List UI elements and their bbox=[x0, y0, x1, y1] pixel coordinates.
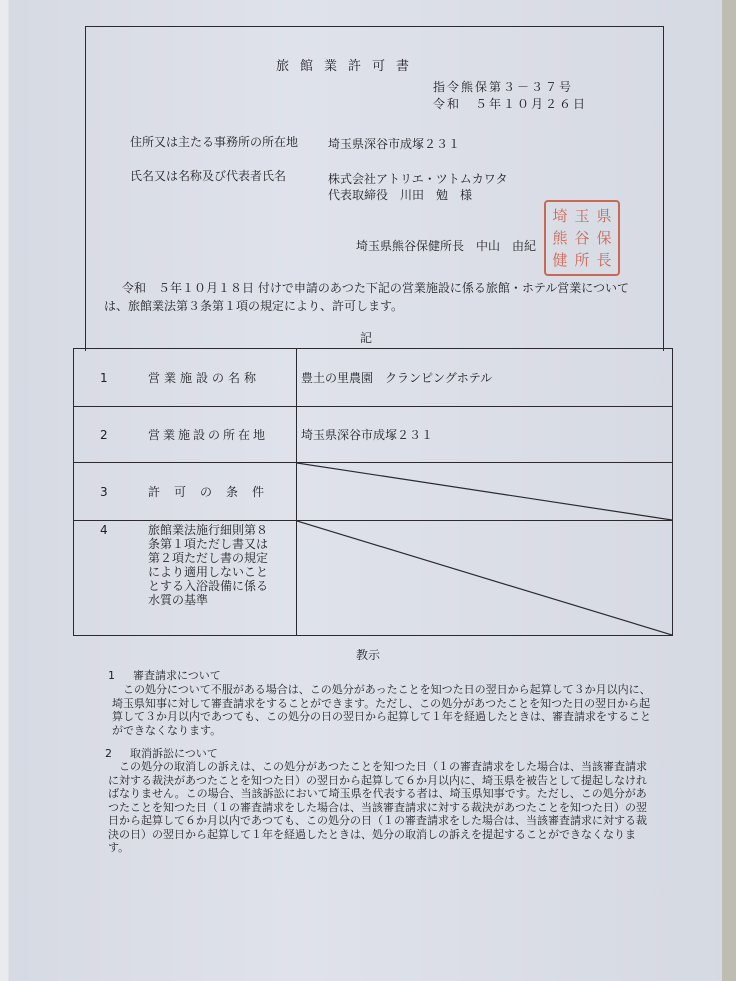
row-label: 営業施設の名称 bbox=[148, 371, 261, 385]
instructions-heading: 教示 bbox=[356, 648, 381, 662]
table-row: 2 営業施設の所在地 埼玉県深谷市成塚２３１ bbox=[74, 407, 673, 463]
facility-table bbox=[73, 348, 673, 636]
section-1-text: この処分について不服がある場合は、この処分があったことを知つた日の翌日から起算して３か月以内に、埼玉県知事に対して審査請求をすることができます。ただし、この処分があつたことを知つた日の翌日から起算して３か月以内であつても、この処分の日の翌日から起算して１年を経過したときは、審査請求をすることができなくなります。 bbox=[112, 683, 651, 737]
representative: 代表取締役 川田 勉 様 bbox=[328, 188, 473, 202]
row-value-empty bbox=[297, 521, 673, 636]
diagonal-line bbox=[297, 463, 672, 520]
name-label: 氏名又は名称及び代表者氏名 bbox=[130, 169, 287, 183]
row-value: 豊土の里農園 クランピングホテル bbox=[297, 349, 673, 407]
issuer: 埼玉県熊谷保健所長 中山 由紀 bbox=[356, 239, 537, 253]
issue-date: 令和 ５年１０月２６日 bbox=[433, 97, 588, 111]
row-label: 旅館業法施行細則第８条第１項ただし書又は第２項ただし書の規定により適用しないこととする入浴設備に係る水質の基準 bbox=[148, 523, 269, 607]
row-value-empty bbox=[297, 463, 673, 521]
address-label: 住所又は主たる事務所の所在地 bbox=[130, 135, 299, 149]
section-2-text: この処分の取消しの訴えは、この処分があつたことを知つた日（１の審査請求をした場合は、当該審査請求に対する裁決があつたことを知つた日）の翌日から起算して６か月以内に、埼玉県を被告として提起しなければなりません。この場合、当該訴訟において埼玉県を代表する者は、埼玉県知事です。ただし、この処分があつたことを知つた日（１の審査請求をした場合は、当該審査請求に対する裁決があつたことを知つた日）の翌日から起算して６か月以内であつても、この処分の日（１の審査請求をした場合は、当該審査請求に対する裁決の日）の翌日から起算して１年を経過したときは、処分の取消しの訴えを提起することができなくなります。 bbox=[108, 760, 647, 854]
company-name: 株式会社アトリエ・ツトムカワタ bbox=[328, 172, 508, 186]
table-row: 3 許可の条件 bbox=[74, 463, 673, 521]
row-label: 許可の条件 bbox=[148, 485, 279, 499]
row-value: 埼玉県深谷市成塚２３１ bbox=[297, 407, 673, 463]
table-row: 1 営業施設の名称 豊土の里農園 クランピングホテル bbox=[74, 349, 673, 407]
permit-statement: 令和 ５年１０月１８日 付けで申請のあつた下記の営業施設に係る旅館・ホテル営業については、旅館業法第３条第１項の規定により、許可します。 bbox=[104, 281, 629, 313]
permit-number: 指令熊保第３－３７号 bbox=[433, 80, 574, 94]
section-1-heading: 1 審査請求について bbox=[108, 669, 221, 682]
row-label: 営業施設の所在地 bbox=[148, 428, 269, 442]
ki-label: 記 bbox=[360, 331, 373, 345]
page-edge bbox=[722, 0, 736, 981]
document-title: 旅館業許可書 bbox=[276, 59, 421, 74]
table-row: 4 旅館業法施行細則第８条第１項ただし書又は第２項ただし書の規定により適用しないこととする入浴設備に係る水質の基準 bbox=[74, 521, 673, 636]
address-value: 埼玉県深谷市成塚２３１ bbox=[328, 137, 461, 151]
section-2-heading: 2 取消訴訟について bbox=[105, 747, 218, 760]
official-seal: 埼 玉 県 熊 谷 保 健 所 長 bbox=[544, 200, 620, 276]
diagonal-line bbox=[297, 521, 672, 635]
